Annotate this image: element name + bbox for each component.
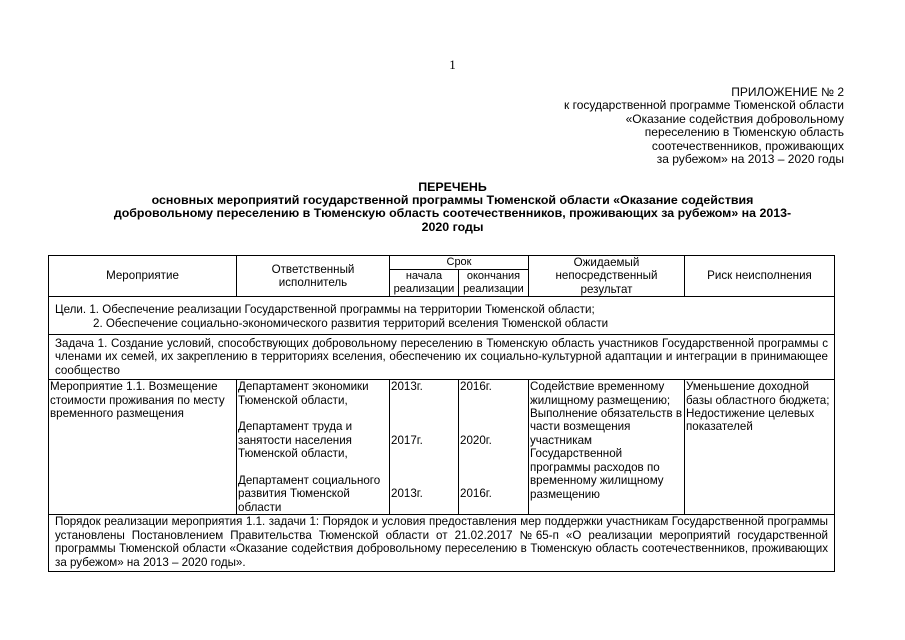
header-term-start: начала реализации: [390, 270, 459, 297]
event-ends: [459, 380, 529, 515]
title-line: 2020 годы: [421, 219, 484, 234]
goal-1: Цели. 1. Обеспечение реализации Государственной программы на территории Тюменской области;: [55, 303, 595, 317]
event-risk: Уменьшение доходной базы областного бюджета; Недостижение целевых показателей: [685, 380, 835, 515]
event-row: [49, 380, 835, 515]
event-name: Мероприятие 1.1. Возмещение стоимости проживания по месту временного размещения: [49, 380, 237, 515]
annex-header: [564, 86, 844, 166]
executor-2: Департамент труда и занятости населения Тюменской области,: [238, 420, 353, 461]
header-term-end: окончания реализации: [459, 270, 529, 297]
goals-cell: [49, 297, 835, 335]
goals-row: [49, 297, 835, 335]
header-term: Срок: [390, 256, 529, 270]
end-2: 2020г.: [460, 433, 492, 447]
event-result: Содействие временному жилищному размещению; Выполнение обязательств в части возмещения участникам Государственной программы расходов по временному жилищному размещению: [529, 380, 685, 515]
task-row: [49, 335, 835, 380]
event-starts: [390, 380, 459, 515]
start-1: 2013г.: [391, 380, 423, 394]
annex-line: переселению в Тюменскую область: [644, 125, 844, 140]
procedure-row: [49, 515, 835, 572]
header-executor: Ответственный исполнитель: [237, 256, 390, 297]
table-header-row: [49, 256, 835, 270]
annex-line: ПРИЛОЖЕНИЕ № 2: [731, 85, 844, 99]
task-1: Задача 1. Создание условий, способствующих добровольному переселению в Тюменскую область участников Государственной программы с членами их семей, их закреплению в территориях вселения, обеспечению их социально-культурной адаптации и интеграции в принимающее сообщество: [49, 335, 835, 380]
executor-3: Департамент социального развития Тюменской области: [238, 474, 381, 514]
header-event: Мероприятие: [49, 256, 237, 297]
annex-line: соотечественников, проживающих: [651, 138, 844, 153]
end-3: 2016г.: [460, 487, 492, 501]
header-result: Ожидаемый непосредственный результат: [529, 256, 685, 297]
measures-table: [48, 255, 835, 572]
goal-2: 2. Обеспечение социально-экономического развития территорий вселения Тюменской области: [93, 316, 609, 330]
procedure-text: Порядок реализации мероприятия 1.1. задачи 1: Порядок и условия предоставления мер поддержки участникам Государственной программы установлены Постановлением Правительства Тюменской области от 21.02.2017 №65-п «О реализации мероприятий государственной программы Тюменской области «Оказание содействия добровольному переселению в Тюменскую область соотечественников, проживающих за рубежом» на 2013 – 2020 годы».: [49, 515, 835, 572]
annex-line: к государственной программе Тюменской области: [564, 98, 844, 113]
title-line: основных мероприятий государственной программы Тюменской области «Оказание содействия: [151, 193, 754, 208]
header-risk: Риск неисполнения: [685, 256, 835, 297]
document-title: [0, 181, 905, 234]
title-line: ПЕРЕЧЕНЬ: [418, 180, 487, 194]
title-line: добровольному переселению в Тюменскую область соотечественников, проживающих за рубежом» на 2013-: [113, 206, 792, 221]
executor-1: Департамент экономики Тюменской области,: [238, 380, 369, 407]
page-number: 1: [449, 57, 456, 72]
start-3: 2013г.: [391, 487, 423, 501]
annex-line: за рубежом» на 2013 – 2020 годы: [656, 152, 844, 167]
start-2: 2017г.: [391, 433, 423, 447]
annex-line: «Оказание содействия добровольному: [625, 111, 844, 126]
end-1: 2016г.: [460, 380, 492, 394]
event-executors: [237, 380, 390, 515]
